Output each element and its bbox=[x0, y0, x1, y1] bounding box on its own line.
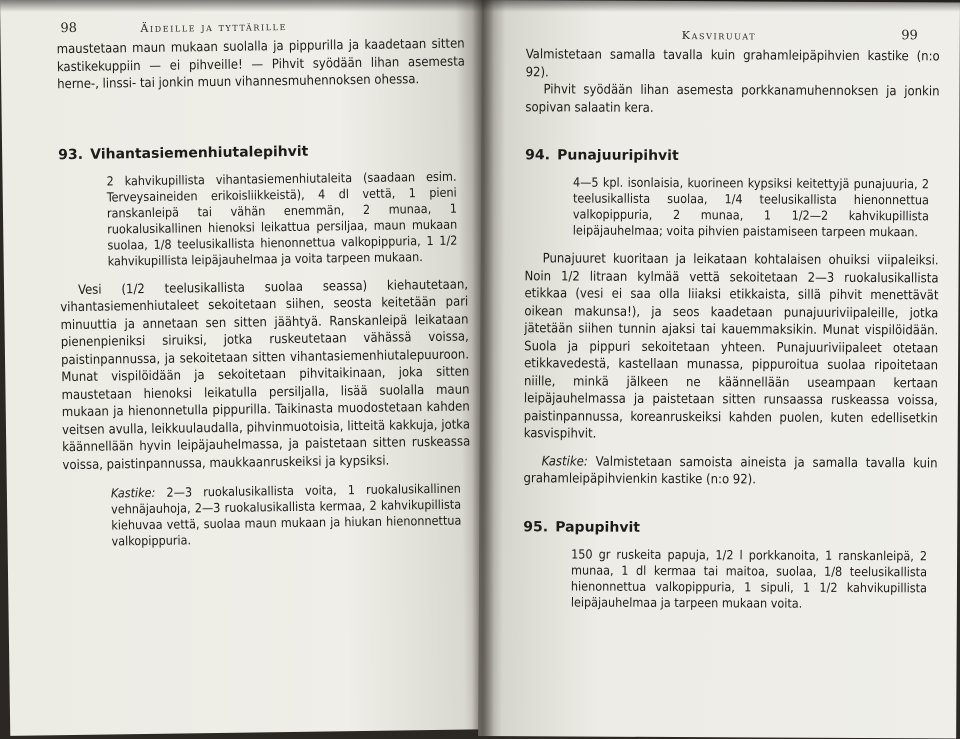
recipe-94-heading bbox=[525, 146, 939, 166]
recipe-94-number: 94. bbox=[525, 147, 551, 164]
book-gutter bbox=[472, 0, 494, 736]
recipe-94-ingredients: 4—5 kpl. isonlaisia, kuorineen kypsiksi keitettyjä punajuuria, 2 teelusikallista suolaa, 1/4 teelusikallista hienonnettua valkopippuria, 2 munaa, 1 1/2—2 kahvikupillista leipäjauhelmaa; voita pihvien paistamiseen tarpeen mukaan. bbox=[572, 174, 930, 240]
recipe-95-title: Papupihvit bbox=[555, 518, 641, 536]
left-page-number: 98 bbox=[60, 20, 78, 37]
recipe-94-kastike bbox=[523, 453, 937, 490]
recipe-94-method: Punajuuret kuoritaan ja leikataan kohtalaisen ohuiksi viipaleiksi. Noin 1/2 litraan kylmää vettä sekoitetaan 2—3 ruokalusikallista etikkaa (vesi ei saa olla liiaksi etikkaista, sillä pihvit menettävät oikean makunsa!), ja seos kaadetaan punajuuriviipaleille, jotka jätetään siihen tunnin ajaksi tai kauemmaksikin. Munat vispilöidään. Suola ja pippuri sekoitetaan yhteen. Punajuuriviipaleet otetaan etikkavedestä, kastellaan munassa, pippuroitua suolaa ripoitetaan niille, minkä jälkeen ne käännellään useampaan kertaan leipäjauhelmassa ja paistetaan sitten runsaassa ruskeassa voissa, paistinpannussa, koreanruskeiksi kahden puolen, kuten edellisetkin kasvispihvit. bbox=[523, 251, 939, 442]
right-continuation-text-1: Valmistetaan samalla tavalla kuin grahamleipäpihvien kastike (n:o 92). bbox=[525, 47, 940, 80]
left-continuation-text: maustetaan maun mukaan suolalla ja pippurilla ja kaadetaan sitten kastikekuppiin — ei pihveille! — Pihvit syödään lihan asemesta herne-, linssi- tai jonkin muun vihannesmuhennoksen ohessa. bbox=[56, 36, 466, 93]
recipe-93-number: 93. bbox=[58, 146, 84, 163]
right-page bbox=[478, 0, 960, 738]
recipe-93-ingredients: 2 kahvikupillista vihantasiemenhiutaleita (saadaan esim. Terveysaineiden erikoisliikkeistä), 4 dl vettä, 1 pieni ranskanleipä tai vähän enemmän, 2 munaa, 1 ruokalusikallinen hienoksi leikattua persiljaa, maun mukaan suolaa, 1/8 teelusikallista hienonnettua valkopippuria, 1 1/2 kahvikupillista leipäjauhelmaa ja voita tarpeen mukaan. bbox=[106, 168, 458, 269]
recipe-93-title: Vihantasiemenhiutalepihvit bbox=[90, 143, 309, 163]
right-running-title: Kasviruuat bbox=[681, 29, 757, 43]
recipe-94-kastike-text: Valmistetaan samoista aineista ja samalla tavalla kuin grahamleipäpihvienkin kastike (n:o 92). bbox=[523, 454, 938, 488]
right-page-number: 99 bbox=[901, 28, 918, 44]
recipe-93-method: Vesi (1/2 teelusikallista suolaa seassa) kiehautetaan, vihantasiemenhiutaleet sekoitetaan siihen, seosta keitetään pari minuuttia ja annetaan sen sitten jäähtyä. Ranskanleipä leikataan pienenpieniksi siruiksi, jotka ruskeutetaan vähässä voissa, paistinpannussa, ja sekoitetaan sitten vihantasiemenhiutalepuuroon. Munat vispilöidään ja sekoitetaan pihvitaikinaan, joka sitten maustetaan hienoksi leikatulla persiljalla, lisää suolalla maun mukaan ja hienonnetulla pippurilla. Taikinasta muodostetaan kahden veitsen avulla, leikkuulaudalla, pihvinmuotoisia, litteitä kakkuja, jotka käännellään hyvin leipäjauhelmassa, ja paistetaan sitten ruskeassa voissa, paistinpannussa, maukkaanruskeiksi ja kypsiksi. bbox=[60, 276, 471, 473]
recipe-95-heading bbox=[523, 518, 937, 538]
recipe-94-title: Punajuuripihvit bbox=[557, 147, 679, 165]
right-running-head bbox=[526, 22, 940, 48]
right-continuation-text-2: Pihvit syödään lihan asemesta porkkanamuhennoksen ja jonkin sopivan salaatin kera. bbox=[525, 82, 940, 116]
recipe-95-number: 95. bbox=[523, 518, 549, 535]
recipe-93-kastike-text: 2—3 ruokalusikallista voita, 1 ruokalusikallinen vehnäjauhoja, 2—3 ruokalusikallista kermaa, 2 kahvikupillista kiehuvaa vettä, suolaa maun mukaan ja hiukan hienonnettua valkopippuria. bbox=[111, 480, 462, 549]
recipe-93-kastike bbox=[63, 480, 472, 550]
recipe-95-ingredients: 150 gr ruskeita papuja, 1/2 l porkkanoita, 1 ranskanleipä, 2 munaa, 1 dl kermaa tai maitoa, suolaa, 1/8 teelusikallista hienonnettua valkopippuria, 1 sipuli, 1 1/2 kahvikupillista leipäjauhelmaa ja tarpeen mukaan voita. bbox=[570, 545, 928, 611]
recipe-93-kastike-label: Kastike: bbox=[110, 484, 156, 501]
recipe-94-kastike-label: Kastike: bbox=[541, 453, 588, 470]
left-running-title: Äideille ja tyttärille bbox=[140, 19, 288, 36]
top-shadow bbox=[0, 0, 960, 12]
